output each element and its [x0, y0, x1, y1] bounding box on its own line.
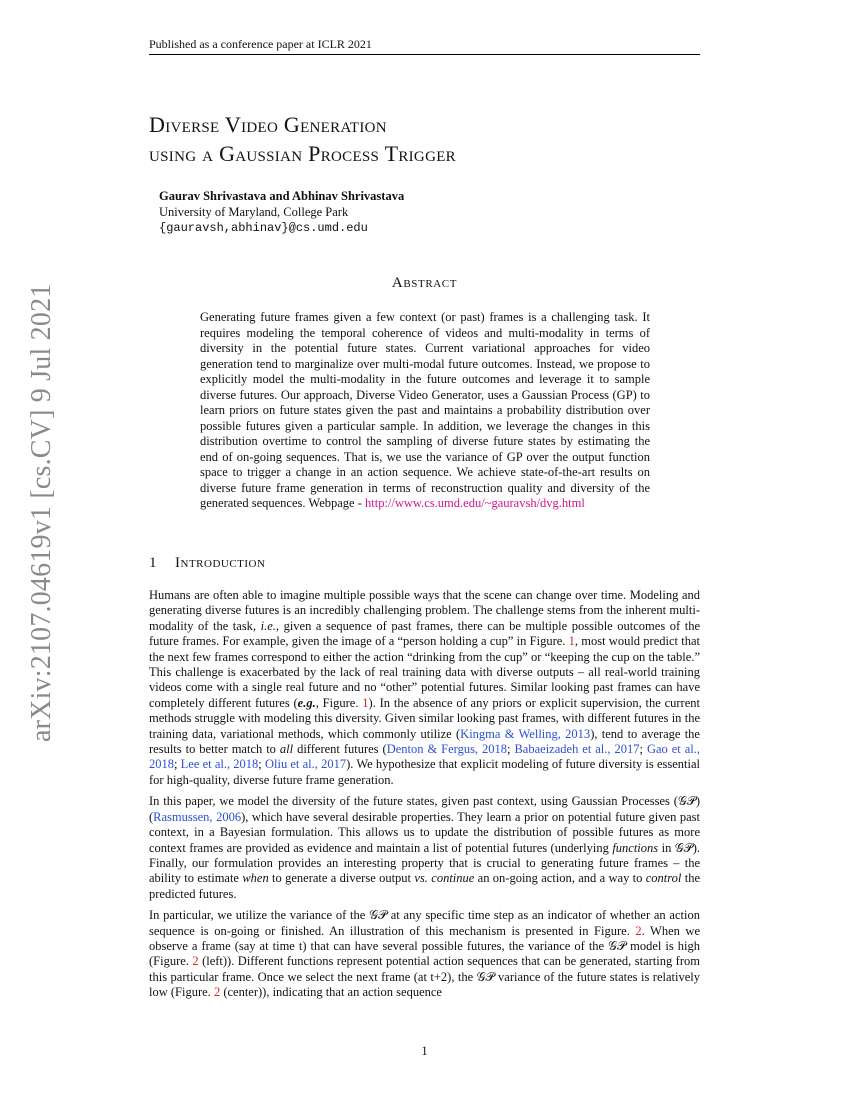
- section-heading-introduction: [149, 554, 700, 572]
- citation-link[interactable]: Denton & Fergus, 2018: [386, 742, 508, 757]
- abstract-text: [200, 310, 650, 512]
- text-run: (center)), indicating that an action sequence: [220, 985, 442, 1000]
- citation-link[interactable]: Oliu et al., 2017: [264, 757, 347, 772]
- italic-text: e.g.: [297, 695, 316, 710]
- webpage-link[interactable]: http://www.cs.umd.edu/~gauravsh/dvg.html: [365, 496, 585, 510]
- text-run: to generate a diverse output: [268, 871, 415, 886]
- introduction-body: [149, 588, 700, 1007]
- gp-symbol: 𝒢𝒫: [608, 938, 627, 953]
- text-run: ). Finally, our formulation provides an interesting property that is crucial to generating future frames – the ability to estimate: [149, 840, 700, 886]
- section-title: Introduction: [175, 555, 266, 571]
- text-run: In particular, we utilize the variance of the: [149, 908, 370, 923]
- text-run: ). We hypothesize that explicit modeling of future diversity is essential for high-quality, diverse future frame generation.: [149, 757, 700, 787]
- italic-text: i.e.: [260, 618, 276, 633]
- author-email: {gauravsh,abhinav}@cs.umd.edu: [159, 221, 368, 235]
- figure-ref-link[interactable]: 2: [213, 985, 221, 1000]
- abstract-body: Generating future frames given a few context (or past) frames is a challenging task. It requires modeling the temporal coherence of videos and multi-modality in terms of diversity in the potential future states. Current variational approaches for video generation tend to marginalize over multi-modal future outcomes. Instead, we propose to explicitly model the multi-modality in the future outcomes and leverage it to sample diverse futures. Our approach, Diverse Video Generator, uses a Gaussian Process (GP) to learn priors on future states given the past and maintains a probability distribution over possible futures given a particular sample. In addition, we leverage the changes in this distribution overtime to control the sampling of diverse future states by estimating the end of on-going sequences. That is, we use the variance of GP over the output function space to trigger a change in an action sequence. We achieve state-of-the-art results on diverse future frame generation in terms of reconstruction quality and diversity of the generated sequences. Webpage -: [200, 310, 650, 510]
- citation-link[interactable]: Rasmussen, 2006: [153, 809, 242, 824]
- text-run: ;: [174, 757, 181, 772]
- title-line-1: Diverse Video Generation: [149, 112, 387, 137]
- text-run: different futures (: [293, 742, 387, 757]
- paragraph-3: [149, 908, 700, 1000]
- citation-link[interactable]: Lee et al., 2018: [180, 757, 259, 772]
- gp-symbol: 𝒢𝒫: [369, 908, 387, 923]
- text-run: . When we observe a frame (say at time t) that can have several possible futures, the variance of the: [149, 923, 700, 953]
- text-run: in: [658, 840, 675, 855]
- gp-symbol: 𝒢𝒫: [476, 969, 495, 984]
- paragraph-2: [149, 794, 700, 902]
- figure-ref-link[interactable]: 1: [568, 634, 575, 649]
- arxiv-identifier-stamp: arXiv:2107.04619v1 [cs.CV] 9 Jul 2021: [26, 283, 57, 742]
- text-run: ), tend to average the results to better match to: [149, 726, 700, 757]
- author-affiliation: University of Maryland, College Park: [159, 205, 349, 219]
- text-run: ), which have several desirable properties. They learn a prior on potential future given past context, in a Bayesian formulation. This allows us to update the distribution of possible futures as more context frames are provided as evidence and maintain a list of potential futures (underlying: [149, 809, 701, 855]
- text-run: an on-going action, and a way to: [474, 871, 646, 886]
- figure-ref-link[interactable]: 2: [635, 923, 642, 938]
- text-run: ). In the absence of any priors or explicit supervision, the current methods struggle with modeling this diversity. Given similar looking past frames, with different futures in the training data, variational methods, which commonly utilize (: [149, 695, 700, 741]
- citation-link[interactable]: Kingma & Welling, 2013: [460, 726, 591, 741]
- italic-text: all: [279, 742, 294, 757]
- paper-title: [149, 110, 700, 168]
- text-run: ;: [639, 742, 647, 757]
- text-run: variance of the future states is relatively low (Figure.: [149, 969, 700, 1000]
- abstract-heading: Abstract: [391, 275, 458, 291]
- italic-text: control: [645, 871, 682, 886]
- text-run: the predicted futures.: [149, 871, 700, 901]
- figure-ref-link[interactable]: 2: [192, 954, 199, 969]
- figure-ref-link[interactable]: 1: [362, 695, 369, 710]
- italic-text: when: [242, 871, 269, 886]
- text-run: ;: [258, 757, 265, 772]
- italic-text: continue: [431, 871, 475, 886]
- italic-text: functions: [612, 840, 659, 855]
- conference-header: Published as a conference paper at ICLR 2021: [149, 36, 700, 55]
- citation-link[interactable]: Babaeizadeh et al., 2017: [514, 742, 640, 757]
- text-run: Humans are often able to imagine multiple possible ways that the scene can change over time. Modeling and generating diverse futures is an incredibly challenging problem. The challenge stems from the inherent multi-modality of the task,: [149, 588, 700, 633]
- author-block: [159, 188, 659, 236]
- gp-symbol: 𝒢𝒫: [677, 794, 696, 809]
- text-run: In this paper, we model the diversity of the future states, given past context, using Gaussian Processes (: [149, 794, 678, 809]
- paragraph-1: [149, 588, 700, 788]
- gp-symbol: 𝒢𝒫: [674, 840, 693, 855]
- title-line-2: using a Gaussian Process Trigger: [149, 141, 456, 166]
- text-run: , given a sequence of past frames, there can be multiple possible outcomes of the future frames. For example, given the image of a “person holding a cup” in Figure.: [149, 618, 700, 649]
- citation-link[interactable]: Gao et al., 2018: [149, 742, 700, 772]
- text-run: (left)). Different functions represent potential action sequences that can be generated, starting from this particular frame. Once we select the next frame (at t+2), the: [149, 954, 700, 984]
- text-run: at any specific time step as an indicator of whether an action sequence is on-going or finished. An illustration of this mechanism is presented in Figure.: [149, 908, 700, 938]
- text-run: model is high (Figure.: [149, 938, 700, 969]
- text-run: ;: [507, 742, 515, 757]
- author-names: Gaurav Shrivastava and Abhinav Shrivastava: [159, 189, 405, 203]
- italic-text: vs.: [414, 871, 428, 886]
- page-number: 1: [421, 1044, 428, 1058]
- text-run: , Figure.: [315, 695, 363, 710]
- section-number: 1: [149, 555, 157, 571]
- text-run: , most would predict that the next few frames correspond to either the action “drinking from the cup” or “keeping the cup on the table.” This challenge is exacerbated by the lack of real training data with diverse outputs – all real-world training videos come with a single real future and no “other” potential futures. Similar looking past frames can have completely different futures (: [149, 634, 700, 710]
- text-run: ) (: [149, 794, 700, 824]
